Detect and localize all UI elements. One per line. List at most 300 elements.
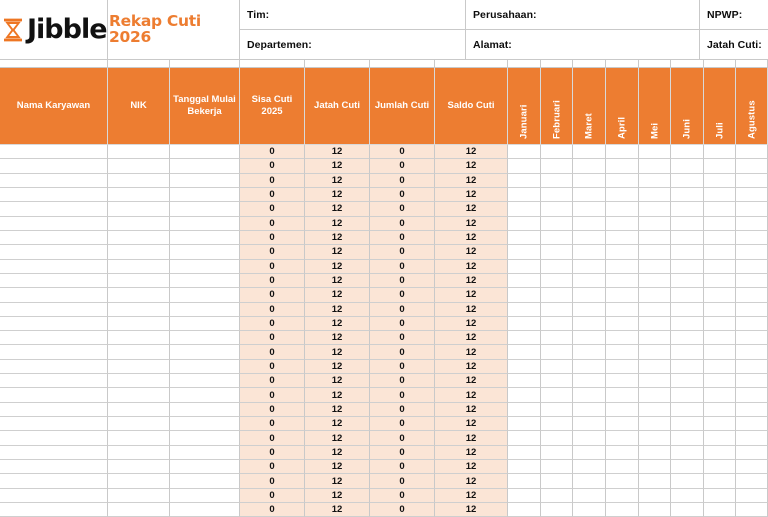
- table-cell-nik[interactable]: [108, 288, 170, 302]
- table-cell-nama_karyawan[interactable]: [0, 360, 108, 374]
- column-header-maret[interactable]: [573, 68, 606, 145]
- table-cell-april[interactable]: [606, 231, 639, 245]
- table-cell-januari[interactable]: [508, 474, 541, 488]
- table-cell-juni[interactable]: [671, 288, 704, 302]
- table-cell-nik[interactable]: [108, 174, 170, 188]
- table-cell-mei[interactable]: [639, 202, 671, 216]
- table-cell-februari[interactable]: [541, 460, 573, 474]
- table-cell-maret[interactable]: [573, 345, 606, 359]
- table-cell-tanggal_mulai_bekerja[interactable]: [170, 360, 240, 374]
- table-cell-maret[interactable]: [573, 231, 606, 245]
- table-cell-agustus[interactable]: [736, 260, 768, 274]
- table-cell-nama_karyawan[interactable]: [0, 202, 108, 216]
- table-cell-saldo_cuti[interactable]: 12: [435, 446, 508, 460]
- table-cell-april[interactable]: [606, 431, 639, 445]
- table-cell-agustus[interactable]: [736, 503, 768, 517]
- table-cell-nik[interactable]: [108, 374, 170, 388]
- table-cell-jatah_cuti[interactable]: 12: [305, 260, 370, 274]
- table-cell-agustus[interactable]: [736, 331, 768, 345]
- table-cell-nik[interactable]: [108, 202, 170, 216]
- table-cell-nama_karyawan[interactable]: [0, 317, 108, 331]
- table-cell-jatah_cuti[interactable]: 12: [305, 360, 370, 374]
- table-cell-tanggal_mulai_bekerja[interactable]: [170, 446, 240, 460]
- table-cell-april[interactable]: [606, 417, 639, 431]
- table-cell-maret[interactable]: [573, 174, 606, 188]
- table-cell-saldo_cuti[interactable]: 12: [435, 374, 508, 388]
- table-cell-agustus[interactable]: [736, 145, 768, 159]
- table-cell-jumlah_cuti[interactable]: 0: [370, 245, 435, 259]
- table-cell-jatah_cuti[interactable]: 12: [305, 202, 370, 216]
- table-cell-jatah_cuti[interactable]: 12: [305, 388, 370, 402]
- table-cell-nik[interactable]: [108, 331, 170, 345]
- table-cell-februari[interactable]: [541, 489, 573, 503]
- table-cell-sisa_cuti_2025[interactable]: 0: [240, 431, 305, 445]
- table-cell-juni[interactable]: [671, 345, 704, 359]
- table-cell-jumlah_cuti[interactable]: 0: [370, 217, 435, 231]
- table-cell-jatah_cuti[interactable]: 12: [305, 217, 370, 231]
- table-cell-nik[interactable]: [108, 431, 170, 445]
- table-cell-april[interactable]: [606, 274, 639, 288]
- table-cell-juni[interactable]: [671, 360, 704, 374]
- table-cell-agustus[interactable]: [736, 460, 768, 474]
- table-cell-sisa_cuti_2025[interactable]: 0: [240, 274, 305, 288]
- table-cell-januari[interactable]: [508, 388, 541, 402]
- table-cell-sisa_cuti_2025[interactable]: 0: [240, 288, 305, 302]
- table-cell-februari[interactable]: [541, 231, 573, 245]
- table-cell-jatah_cuti[interactable]: 12: [305, 403, 370, 417]
- table-cell-februari[interactable]: [541, 217, 573, 231]
- table-cell-mei[interactable]: [639, 231, 671, 245]
- table-cell-agustus[interactable]: [736, 202, 768, 216]
- table-cell-nama_karyawan[interactable]: [0, 231, 108, 245]
- table-cell-saldo_cuti[interactable]: 12: [435, 489, 508, 503]
- table-cell-juli[interactable]: [704, 474, 736, 488]
- table-cell-april[interactable]: [606, 388, 639, 402]
- table-cell-juni[interactable]: [671, 231, 704, 245]
- table-cell-februari[interactable]: [541, 388, 573, 402]
- table-cell-januari[interactable]: [508, 345, 541, 359]
- table-cell-juli[interactable]: [704, 489, 736, 503]
- table-cell-tanggal_mulai_bekerja[interactable]: [170, 374, 240, 388]
- table-cell-april[interactable]: [606, 331, 639, 345]
- table-cell-jatah_cuti[interactable]: 12: [305, 331, 370, 345]
- table-cell-tanggal_mulai_bekerja[interactable]: [170, 503, 240, 517]
- table-cell-maret[interactable]: [573, 202, 606, 216]
- table-cell-nama_karyawan[interactable]: [0, 345, 108, 359]
- table-cell-juli[interactable]: [704, 303, 736, 317]
- table-cell-saldo_cuti[interactable]: 12: [435, 474, 508, 488]
- table-cell-nama_karyawan[interactable]: [0, 260, 108, 274]
- table-cell-januari[interactable]: [508, 417, 541, 431]
- table-cell-tanggal_mulai_bekerja[interactable]: [170, 188, 240, 202]
- table-cell-nik[interactable]: [108, 446, 170, 460]
- table-cell-juli[interactable]: [704, 503, 736, 517]
- table-cell-april[interactable]: [606, 489, 639, 503]
- table-cell-juli[interactable]: [704, 460, 736, 474]
- table-cell-sisa_cuti_2025[interactable]: 0: [240, 231, 305, 245]
- table-cell-februari[interactable]: [541, 345, 573, 359]
- table-cell-tanggal_mulai_bekerja[interactable]: [170, 159, 240, 173]
- table-cell-juli[interactable]: [704, 317, 736, 331]
- table-cell-mei[interactable]: [639, 188, 671, 202]
- table-cell-mei[interactable]: [639, 274, 671, 288]
- table-cell-mei[interactable]: [639, 474, 671, 488]
- table-cell-jumlah_cuti[interactable]: 0: [370, 345, 435, 359]
- table-cell-jatah_cuti[interactable]: 12: [305, 374, 370, 388]
- info-label-npwp[interactable]: NPWP:: [700, 0, 768, 30]
- table-cell-mei[interactable]: [639, 388, 671, 402]
- table-cell-nama_karyawan[interactable]: [0, 460, 108, 474]
- table-cell-mei[interactable]: [639, 460, 671, 474]
- table-cell-januari[interactable]: [508, 245, 541, 259]
- table-cell-saldo_cuti[interactable]: 12: [435, 331, 508, 345]
- table-cell-sisa_cuti_2025[interactable]: 0: [240, 245, 305, 259]
- table-cell-agustus[interactable]: [736, 489, 768, 503]
- table-cell-jumlah_cuti[interactable]: 0: [370, 202, 435, 216]
- table-cell-saldo_cuti[interactable]: 12: [435, 159, 508, 173]
- table-cell-nik[interactable]: [108, 503, 170, 517]
- table-cell-mei[interactable]: [639, 159, 671, 173]
- table-cell-jatah_cuti[interactable]: 12: [305, 417, 370, 431]
- table-cell-juni[interactable]: [671, 403, 704, 417]
- table-cell-jatah_cuti[interactable]: 12: [305, 345, 370, 359]
- table-cell-maret[interactable]: [573, 474, 606, 488]
- table-cell-januari[interactable]: [508, 231, 541, 245]
- table-cell-februari[interactable]: [541, 503, 573, 517]
- table-cell-februari[interactable]: [541, 374, 573, 388]
- table-cell-jatah_cuti[interactable]: 12: [305, 274, 370, 288]
- table-cell-januari[interactable]: [508, 360, 541, 374]
- table-cell-agustus[interactable]: [736, 303, 768, 317]
- table-cell-maret[interactable]: [573, 503, 606, 517]
- table-cell-jatah_cuti[interactable]: 12: [305, 489, 370, 503]
- table-cell-sisa_cuti_2025[interactable]: 0: [240, 388, 305, 402]
- table-cell-juli[interactable]: [704, 345, 736, 359]
- table-cell-jumlah_cuti[interactable]: 0: [370, 503, 435, 517]
- table-cell-juni[interactable]: [671, 174, 704, 188]
- table-cell-jumlah_cuti[interactable]: 0: [370, 460, 435, 474]
- table-cell-jumlah_cuti[interactable]: 0: [370, 260, 435, 274]
- table-cell-jatah_cuti[interactable]: 12: [305, 145, 370, 159]
- table-cell-nama_karyawan[interactable]: [0, 331, 108, 345]
- table-cell-saldo_cuti[interactable]: 12: [435, 460, 508, 474]
- table-cell-maret[interactable]: [573, 317, 606, 331]
- table-cell-sisa_cuti_2025[interactable]: 0: [240, 331, 305, 345]
- table-cell-maret[interactable]: [573, 417, 606, 431]
- table-cell-juli[interactable]: [704, 260, 736, 274]
- table-cell-tanggal_mulai_bekerja[interactable]: [170, 288, 240, 302]
- table-cell-januari[interactable]: [508, 217, 541, 231]
- table-cell-tanggal_mulai_bekerja[interactable]: [170, 303, 240, 317]
- table-cell-mei[interactable]: [639, 489, 671, 503]
- table-cell-saldo_cuti[interactable]: 12: [435, 345, 508, 359]
- column-header-jatah_cuti[interactable]: [305, 68, 370, 145]
- table-cell-nik[interactable]: [108, 274, 170, 288]
- table-cell-januari[interactable]: [508, 260, 541, 274]
- table-cell-april[interactable]: [606, 145, 639, 159]
- table-cell-juli[interactable]: [704, 159, 736, 173]
- table-cell-juli[interactable]: [704, 202, 736, 216]
- table-cell-juni[interactable]: [671, 145, 704, 159]
- table-cell-tanggal_mulai_bekerja[interactable]: [170, 417, 240, 431]
- table-cell-nik[interactable]: [108, 417, 170, 431]
- table-cell-januari[interactable]: [508, 446, 541, 460]
- table-cell-mei[interactable]: [639, 217, 671, 231]
- table-cell-februari[interactable]: [541, 403, 573, 417]
- table-cell-saldo_cuti[interactable]: 12: [435, 431, 508, 445]
- table-cell-agustus[interactable]: [736, 388, 768, 402]
- table-cell-saldo_cuti[interactable]: 12: [435, 417, 508, 431]
- column-header-saldo_cuti[interactable]: [435, 68, 508, 145]
- table-cell-januari[interactable]: [508, 374, 541, 388]
- table-cell-nama_karyawan[interactable]: [0, 403, 108, 417]
- table-cell-saldo_cuti[interactable]: 12: [435, 245, 508, 259]
- table-cell-juni[interactable]: [671, 388, 704, 402]
- table-cell-agustus[interactable]: [736, 374, 768, 388]
- table-cell-april[interactable]: [606, 202, 639, 216]
- table-cell-jatah_cuti[interactable]: 12: [305, 231, 370, 245]
- table-cell-januari[interactable]: [508, 274, 541, 288]
- table-cell-april[interactable]: [606, 159, 639, 173]
- table-cell-saldo_cuti[interactable]: 12: [435, 303, 508, 317]
- table-cell-sisa_cuti_2025[interactable]: 0: [240, 260, 305, 274]
- table-cell-februari[interactable]: [541, 202, 573, 216]
- table-cell-saldo_cuti[interactable]: 12: [435, 288, 508, 302]
- table-cell-nik[interactable]: [108, 388, 170, 402]
- table-cell-agustus[interactable]: [736, 360, 768, 374]
- table-cell-juni[interactable]: [671, 503, 704, 517]
- column-header-tanggal_mulai_bekerja[interactable]: [170, 68, 240, 145]
- table-cell-tanggal_mulai_bekerja[interactable]: [170, 331, 240, 345]
- table-cell-mei[interactable]: [639, 317, 671, 331]
- table-cell-mei[interactable]: [639, 360, 671, 374]
- table-cell-maret[interactable]: [573, 403, 606, 417]
- table-cell-nama_karyawan[interactable]: [0, 288, 108, 302]
- table-cell-juni[interactable]: [671, 274, 704, 288]
- table-cell-februari[interactable]: [541, 331, 573, 345]
- table-cell-nik[interactable]: [108, 474, 170, 488]
- table-cell-mei[interactable]: [639, 417, 671, 431]
- table-cell-saldo_cuti[interactable]: 12: [435, 188, 508, 202]
- table-cell-april[interactable]: [606, 403, 639, 417]
- table-cell-januari[interactable]: [508, 202, 541, 216]
- column-header-juli[interactable]: [704, 68, 736, 145]
- table-cell-agustus[interactable]: [736, 274, 768, 288]
- table-cell-april[interactable]: [606, 174, 639, 188]
- table-cell-agustus[interactable]: [736, 431, 768, 445]
- table-cell-maret[interactable]: [573, 260, 606, 274]
- table-cell-maret[interactable]: [573, 274, 606, 288]
- table-cell-jumlah_cuti[interactable]: 0: [370, 188, 435, 202]
- table-cell-jatah_cuti[interactable]: 12: [305, 288, 370, 302]
- table-cell-maret[interactable]: [573, 217, 606, 231]
- table-cell-februari[interactable]: [541, 417, 573, 431]
- table-cell-sisa_cuti_2025[interactable]: 0: [240, 460, 305, 474]
- table-cell-agustus[interactable]: [736, 317, 768, 331]
- table-cell-nama_karyawan[interactable]: [0, 417, 108, 431]
- table-cell-april[interactable]: [606, 188, 639, 202]
- table-cell-februari[interactable]: [541, 446, 573, 460]
- table-cell-januari[interactable]: [508, 174, 541, 188]
- table-cell-jumlah_cuti[interactable]: 0: [370, 331, 435, 345]
- table-cell-nama_karyawan[interactable]: [0, 145, 108, 159]
- table-cell-februari[interactable]: [541, 317, 573, 331]
- table-cell-sisa_cuti_2025[interactable]: 0: [240, 174, 305, 188]
- table-cell-agustus[interactable]: [736, 403, 768, 417]
- table-cell-maret[interactable]: [573, 303, 606, 317]
- table-cell-juli[interactable]: [704, 360, 736, 374]
- table-cell-nama_karyawan[interactable]: [0, 489, 108, 503]
- table-cell-nama_karyawan[interactable]: [0, 374, 108, 388]
- table-cell-sisa_cuti_2025[interactable]: 0: [240, 474, 305, 488]
- table-cell-januari[interactable]: [508, 145, 541, 159]
- table-cell-nik[interactable]: [108, 159, 170, 173]
- column-header-agustus[interactable]: [736, 68, 768, 145]
- table-cell-tanggal_mulai_bekerja[interactable]: [170, 460, 240, 474]
- column-header-juni[interactable]: [671, 68, 704, 145]
- table-cell-februari[interactable]: [541, 174, 573, 188]
- info-label-alamat[interactable]: Alamat:: [466, 30, 700, 60]
- table-cell-januari[interactable]: [508, 503, 541, 517]
- table-cell-nama_karyawan[interactable]: [0, 431, 108, 445]
- table-cell-nama_karyawan[interactable]: [0, 474, 108, 488]
- table-cell-maret[interactable]: [573, 159, 606, 173]
- table-cell-maret[interactable]: [573, 360, 606, 374]
- table-cell-tanggal_mulai_bekerja[interactable]: [170, 202, 240, 216]
- table-cell-mei[interactable]: [639, 145, 671, 159]
- table-cell-sisa_cuti_2025[interactable]: 0: [240, 317, 305, 331]
- table-cell-mei[interactable]: [639, 403, 671, 417]
- table-cell-tanggal_mulai_bekerja[interactable]: [170, 245, 240, 259]
- table-cell-april[interactable]: [606, 345, 639, 359]
- table-cell-saldo_cuti[interactable]: 12: [435, 202, 508, 216]
- table-cell-juni[interactable]: [671, 188, 704, 202]
- table-cell-februari[interactable]: [541, 474, 573, 488]
- table-cell-agustus[interactable]: [736, 245, 768, 259]
- table-cell-juli[interactable]: [704, 217, 736, 231]
- table-cell-juli[interactable]: [704, 231, 736, 245]
- table-cell-april[interactable]: [606, 317, 639, 331]
- table-cell-juni[interactable]: [671, 303, 704, 317]
- table-cell-april[interactable]: [606, 245, 639, 259]
- table-cell-januari[interactable]: [508, 317, 541, 331]
- table-cell-nik[interactable]: [108, 489, 170, 503]
- table-cell-jumlah_cuti[interactable]: 0: [370, 288, 435, 302]
- table-cell-juni[interactable]: [671, 489, 704, 503]
- info-label-tim[interactable]: Tim:: [240, 0, 466, 30]
- table-cell-tanggal_mulai_bekerja[interactable]: [170, 145, 240, 159]
- table-cell-april[interactable]: [606, 288, 639, 302]
- table-cell-tanggal_mulai_bekerja[interactable]: [170, 388, 240, 402]
- table-cell-saldo_cuti[interactable]: 12: [435, 317, 508, 331]
- table-cell-maret[interactable]: [573, 374, 606, 388]
- table-cell-jumlah_cuti[interactable]: 0: [370, 145, 435, 159]
- table-cell-sisa_cuti_2025[interactable]: 0: [240, 202, 305, 216]
- table-cell-mei[interactable]: [639, 174, 671, 188]
- table-cell-saldo_cuti[interactable]: 12: [435, 145, 508, 159]
- table-cell-jatah_cuti[interactable]: 12: [305, 317, 370, 331]
- table-cell-april[interactable]: [606, 474, 639, 488]
- table-cell-juni[interactable]: [671, 331, 704, 345]
- table-cell-sisa_cuti_2025[interactable]: 0: [240, 159, 305, 173]
- column-header-februari[interactable]: [541, 68, 573, 145]
- table-cell-mei[interactable]: [639, 303, 671, 317]
- table-cell-sisa_cuti_2025[interactable]: 0: [240, 345, 305, 359]
- table-cell-juli[interactable]: [704, 245, 736, 259]
- table-cell-januari[interactable]: [508, 403, 541, 417]
- table-cell-nik[interactable]: [108, 231, 170, 245]
- table-cell-mei[interactable]: [639, 245, 671, 259]
- table-cell-juni[interactable]: [671, 417, 704, 431]
- table-cell-sisa_cuti_2025[interactable]: 0: [240, 188, 305, 202]
- table-cell-maret[interactable]: [573, 489, 606, 503]
- table-cell-jumlah_cuti[interactable]: 0: [370, 317, 435, 331]
- table-cell-februari[interactable]: [541, 288, 573, 302]
- table-cell-jatah_cuti[interactable]: 12: [305, 431, 370, 445]
- column-header-nama_karyawan[interactable]: [0, 68, 108, 145]
- table-cell-januari[interactable]: [508, 288, 541, 302]
- table-cell-sisa_cuti_2025[interactable]: 0: [240, 360, 305, 374]
- table-cell-jatah_cuti[interactable]: 12: [305, 503, 370, 517]
- table-cell-jumlah_cuti[interactable]: 0: [370, 489, 435, 503]
- info-label-jatah-cuti[interactable]: Jatah Cuti:: [700, 30, 768, 60]
- table-cell-mei[interactable]: [639, 288, 671, 302]
- table-cell-januari[interactable]: [508, 303, 541, 317]
- table-cell-tanggal_mulai_bekerja[interactable]: [170, 274, 240, 288]
- table-cell-jumlah_cuti[interactable]: 0: [370, 417, 435, 431]
- table-cell-februari[interactable]: [541, 245, 573, 259]
- table-cell-april[interactable]: [606, 217, 639, 231]
- table-cell-april[interactable]: [606, 446, 639, 460]
- table-cell-april[interactable]: [606, 460, 639, 474]
- table-cell-sisa_cuti_2025[interactable]: 0: [240, 145, 305, 159]
- table-cell-maret[interactable]: [573, 288, 606, 302]
- table-cell-maret[interactable]: [573, 446, 606, 460]
- table-cell-agustus[interactable]: [736, 345, 768, 359]
- table-cell-april[interactable]: [606, 360, 639, 374]
- table-cell-saldo_cuti[interactable]: 12: [435, 360, 508, 374]
- table-cell-agustus[interactable]: [736, 174, 768, 188]
- table-cell-april[interactable]: [606, 260, 639, 274]
- table-cell-nama_karyawan[interactable]: [0, 503, 108, 517]
- table-cell-tanggal_mulai_bekerja[interactable]: [170, 317, 240, 331]
- table-cell-februari[interactable]: [541, 431, 573, 445]
- table-cell-nama_karyawan[interactable]: [0, 217, 108, 231]
- table-cell-agustus[interactable]: [736, 288, 768, 302]
- table-cell-nik[interactable]: [108, 360, 170, 374]
- table-cell-nik[interactable]: [108, 260, 170, 274]
- table-cell-jatah_cuti[interactable]: 12: [305, 188, 370, 202]
- table-cell-sisa_cuti_2025[interactable]: 0: [240, 446, 305, 460]
- table-cell-tanggal_mulai_bekerja[interactable]: [170, 403, 240, 417]
- table-cell-nik[interactable]: [108, 145, 170, 159]
- table-cell-jumlah_cuti[interactable]: 0: [370, 388, 435, 402]
- table-cell-sisa_cuti_2025[interactable]: 0: [240, 403, 305, 417]
- table-cell-nama_karyawan[interactable]: [0, 388, 108, 402]
- table-cell-juni[interactable]: [671, 217, 704, 231]
- info-label-perusahaan[interactable]: Perusahaan:: [466, 0, 700, 30]
- table-cell-juli[interactable]: [704, 145, 736, 159]
- table-cell-juli[interactable]: [704, 174, 736, 188]
- table-cell-agustus[interactable]: [736, 159, 768, 173]
- table-cell-jumlah_cuti[interactable]: 0: [370, 403, 435, 417]
- table-cell-sisa_cuti_2025[interactable]: 0: [240, 503, 305, 517]
- table-cell-agustus[interactable]: [736, 474, 768, 488]
- table-cell-jumlah_cuti[interactable]: 0: [370, 446, 435, 460]
- table-cell-juni[interactable]: [671, 460, 704, 474]
- table-cell-maret[interactable]: [573, 431, 606, 445]
- table-cell-januari[interactable]: [508, 331, 541, 345]
